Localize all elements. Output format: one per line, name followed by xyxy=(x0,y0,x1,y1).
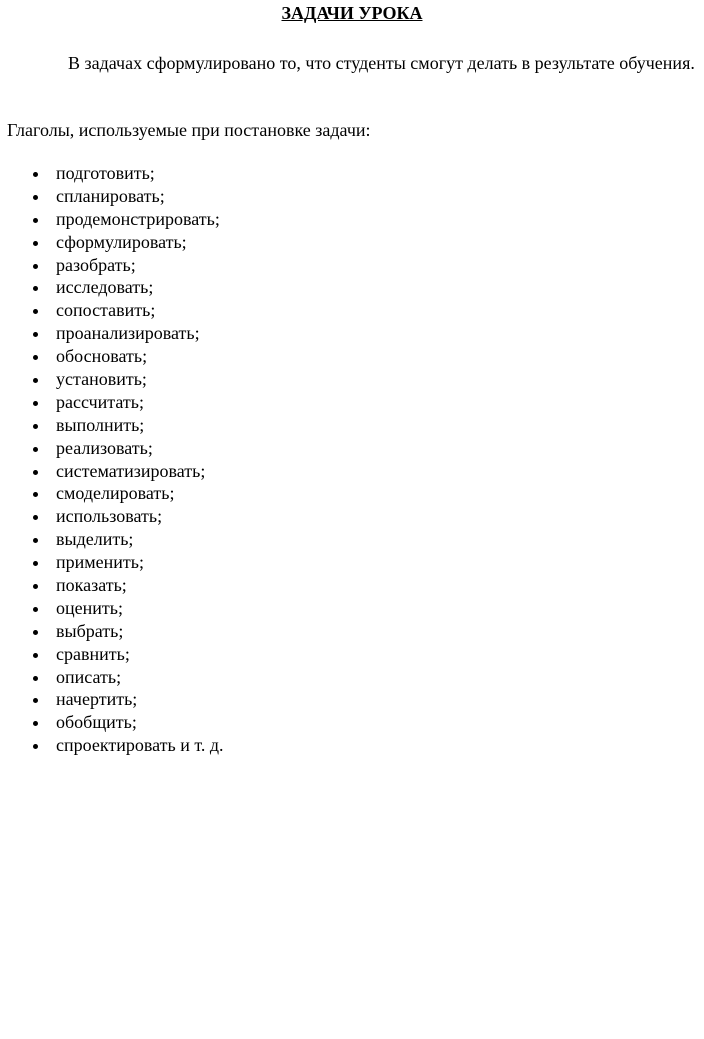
list-item xyxy=(0,551,700,574)
list-item-text: выбрать; xyxy=(56,620,124,641)
list-item-text: исследовать; xyxy=(56,277,154,298)
verbs-lead-text: Глаголы, используемые при постановке задачи: xyxy=(7,120,371,140)
bullet-icon xyxy=(33,492,38,497)
list-item xyxy=(0,597,700,620)
list-item xyxy=(0,643,700,666)
bullet-icon xyxy=(33,424,38,429)
list-item xyxy=(0,391,700,414)
list-item xyxy=(0,734,700,757)
list-item xyxy=(0,276,700,299)
list-item-text: выполнить; xyxy=(56,414,145,435)
list-item-text: обобщить; xyxy=(56,712,137,733)
list-item xyxy=(0,460,700,483)
bullet-icon xyxy=(33,218,38,223)
bullet-icon xyxy=(33,538,38,543)
bullet-icon xyxy=(33,401,38,406)
bullet-icon xyxy=(33,561,38,566)
bullet-icon xyxy=(33,515,38,520)
list-item-text: разобрать; xyxy=(56,254,136,275)
list-item-text: оценить; xyxy=(56,597,123,618)
bullet-icon xyxy=(33,653,38,658)
list-item xyxy=(0,620,700,643)
list-item xyxy=(0,185,700,208)
bullet-icon xyxy=(33,630,38,635)
bullet-icon xyxy=(33,744,38,749)
list-item-text: показать; xyxy=(56,575,127,596)
bullet-icon xyxy=(33,607,38,612)
list-item-text: использовать; xyxy=(56,506,163,527)
list-item-text: систематизировать; xyxy=(56,460,206,481)
list-item-text: начертить; xyxy=(56,689,138,710)
list-item-text: подготовить; xyxy=(56,163,155,183)
list-item-text: сравнить; xyxy=(56,643,130,664)
list-item xyxy=(0,505,700,528)
bullet-icon xyxy=(33,172,38,177)
list-item xyxy=(0,574,700,597)
bullet-icon xyxy=(33,584,38,589)
list-item xyxy=(0,528,700,551)
list-item xyxy=(0,688,700,711)
bullet-icon xyxy=(33,264,38,269)
bullet-icon xyxy=(33,332,38,337)
list-item-text: описать; xyxy=(56,666,122,687)
bullet-icon xyxy=(33,721,38,726)
bullet-icon xyxy=(33,470,38,475)
intro-paragraph: В задачах сформулировано то, что студенты смогут делать в результате обучения. xyxy=(68,53,695,73)
bullet-icon xyxy=(33,286,38,291)
list-item-text: установить; xyxy=(56,369,147,390)
list-item xyxy=(0,322,700,345)
list-item xyxy=(0,299,700,322)
verb-list xyxy=(0,162,700,757)
list-item xyxy=(0,368,700,391)
list-item-text: рассчитать; xyxy=(56,391,144,412)
list-item-text: выделить; xyxy=(56,529,134,550)
list-item xyxy=(0,345,700,368)
list-item-text: спроектировать и т. д. xyxy=(56,735,224,756)
bullet-icon xyxy=(33,676,38,681)
bullet-icon xyxy=(33,698,38,703)
bullet-icon xyxy=(33,195,38,200)
list-item-text: продемонстрировать; xyxy=(56,208,220,229)
list-item-text: сопоставить; xyxy=(56,300,156,321)
list-item xyxy=(0,666,700,689)
bullet-icon xyxy=(33,241,38,246)
page-title: ЗАДАЧИ УРОКА xyxy=(281,3,423,23)
list-item-text: проанализировать; xyxy=(56,323,200,344)
list-item xyxy=(0,208,700,231)
list-item-text: смоделировать; xyxy=(56,483,175,504)
bullet-icon xyxy=(33,309,38,314)
list-item-text: обосновать; xyxy=(56,346,148,367)
list-item xyxy=(0,254,700,277)
list-item-text: реализовать; xyxy=(56,437,153,458)
list-item xyxy=(0,162,700,185)
bullet-icon xyxy=(33,447,38,452)
list-item xyxy=(0,231,700,254)
bullet-icon xyxy=(33,355,38,360)
list-item xyxy=(0,414,700,437)
list-item-text: применить; xyxy=(56,552,144,573)
list-item xyxy=(0,437,700,460)
list-item xyxy=(0,482,700,505)
list-item xyxy=(0,711,700,734)
list-item-text: спланировать; xyxy=(56,185,165,206)
bullet-icon xyxy=(33,378,38,383)
list-item-text: сформулировать; xyxy=(56,231,187,252)
